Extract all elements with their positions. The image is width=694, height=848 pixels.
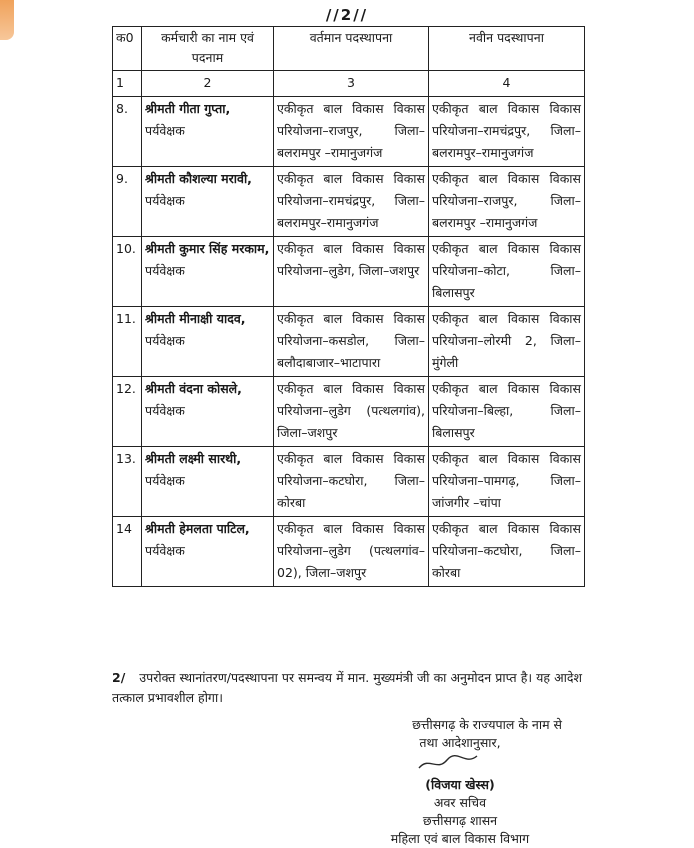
table-row (113, 447, 585, 517)
header-new-posting: नवीन पदस्थापना (429, 27, 585, 71)
employee-name: श्रीमती कुमार सिंह मरकाम, (145, 241, 270, 256)
employee-designation: पर्यवेक्षक (145, 543, 185, 558)
approval-note (112, 668, 582, 708)
employee-designation: पर्यवेक्षक (145, 123, 185, 138)
employee-designation: पर्यवेक्षक (145, 403, 185, 418)
header-employee-name: कर्मचारी का नाम एवं पदनाम (142, 27, 274, 71)
signature-block (350, 716, 570, 848)
page-number: //2// (325, 6, 369, 24)
current-posting: एकीकृत बाल विकास विकास परियोजना–लुडेग (पत्थलगांव), जिला–जशपुर (274, 377, 429, 447)
column-number: 4 (429, 71, 585, 97)
row-serial: 12. (113, 377, 142, 447)
note-number: 2/ (112, 670, 126, 685)
row-serial: 13. (113, 447, 142, 517)
table-header-row (113, 27, 585, 71)
employee-cell (142, 377, 274, 447)
current-posting: एकीकृत बाल विकास विकास परियोजना–रामचंद्रपुर, जिला–बलरामपुर–रामानुजगंज (274, 167, 429, 237)
table-row (113, 377, 585, 447)
signatory-designation: अवर सचिव (433, 795, 487, 810)
table-row (113, 307, 585, 377)
row-serial: 14 (113, 517, 142, 587)
new-posting: एकीकृत बाल विकास विकास परियोजना–पामगढ़, जिला–जांजगीर –चांपा (429, 447, 585, 517)
column-number: 1 (113, 71, 142, 97)
employee-designation: पर्यवेक्षक (145, 473, 185, 488)
row-serial: 8. (113, 97, 142, 167)
table-row (113, 167, 585, 237)
note-text: उपरोक्त स्थानांतरण/पदस्थापना पर समन्वय में मान. मुख्यमंत्री जी का अनुमोदन प्राप्त है। यह आदेश तत्काल प्रभावशील होगा। (112, 670, 582, 705)
employee-designation: पर्यवेक्षक (145, 333, 185, 348)
department-name: महिला एवं बाल विकास विभाग (390, 831, 530, 846)
column-number-row (113, 71, 585, 97)
employee-designation: पर्यवेक्षक (145, 263, 185, 278)
new-posting: एकीकृत बाल विकास विकास परियोजना–रामचंद्रपुर, जिला–बलरामपुर–रामानुजगंज (429, 97, 585, 167)
employee-cell (142, 237, 274, 307)
employee-cell (142, 97, 274, 167)
row-serial: 11. (113, 307, 142, 377)
new-posting: एकीकृत बाल विकास विकास परियोजना–कटघोरा, जिला–कोरबा (429, 517, 585, 587)
header-current-posting: वर्तमान पदस्थापना (274, 27, 429, 71)
employee-name: श्रीमती गीता गुप्ता, (145, 101, 231, 116)
employee-cell (142, 307, 274, 377)
employee-cell (142, 167, 274, 237)
employee-name: श्रीमती मीनाक्षी यादव, (145, 311, 246, 326)
employee-cell (142, 517, 274, 587)
current-posting: एकीकृत बाल विकास विकास परियोजना–कसडोल, जिला–बलौदाबाजार–भाटापारा (274, 307, 429, 377)
current-posting: एकीकृत बाल विकास विकास परियोजना–लुडेग (पत्थलगांव–02), जिला–जशपुर (274, 517, 429, 587)
table-row (113, 517, 585, 587)
current-posting: एकीकृत बाल विकास विकास परियोजना–राजपुर, जिला–बलरामपुर –रामानुजगंज (274, 97, 429, 167)
new-posting: एकीकृत बाल विकास विकास परियोजना–लोरमी 2, जिला–मुंगेली (429, 307, 585, 377)
employee-name: श्रीमती हेमलता पाटिल, (145, 521, 250, 536)
signatory-name: (विजया खेस्स) (425, 777, 495, 792)
new-posting: एकीकृत बाल विकास विकास परियोजना–बिल्हा, जिला–बिलासपुर (429, 377, 585, 447)
employee-name: श्रीमती वंदना कोसले, (145, 381, 242, 396)
column-number: 2 (142, 71, 274, 97)
new-posting: एकीकृत बाल विकास विकास परियोजना–राजपुर, जिला–बलरामपुर –रामानुजगंज (429, 167, 585, 237)
row-serial: 10. (113, 237, 142, 307)
table-row (113, 237, 585, 307)
header-serial: क0 (113, 27, 142, 71)
governor-order-line: छत्तीसगढ़ के राज्यपाल के नाम से (412, 717, 562, 732)
column-number: 3 (274, 71, 429, 97)
employee-name: श्रीमती कौशल्या मरावी, (145, 171, 252, 186)
government-name: छत्तीसगढ़ शासन (422, 813, 498, 828)
employee-designation: पर्यवेक्षक (145, 193, 185, 208)
current-posting: एकीकृत बाल विकास विकास परियोजना–लुडेग, जिला–जशपुर (274, 237, 429, 307)
current-posting: एकीकृत बाल विकास विकास परियोजना–कटघोरा, जिला–कोरबा (274, 447, 429, 517)
transfer-table (112, 26, 585, 587)
table-row (113, 97, 585, 167)
new-posting: एकीकृत बाल विकास विकास परियोजना–कोटा, जिला–बिलासपुर (429, 237, 585, 307)
row-serial: 9. (113, 167, 142, 237)
order-line: तथा आदेशानुसार, (419, 735, 501, 750)
employee-cell (142, 447, 274, 517)
employee-name: श्रीमती लक्ष्मी सारथी, (145, 451, 242, 466)
